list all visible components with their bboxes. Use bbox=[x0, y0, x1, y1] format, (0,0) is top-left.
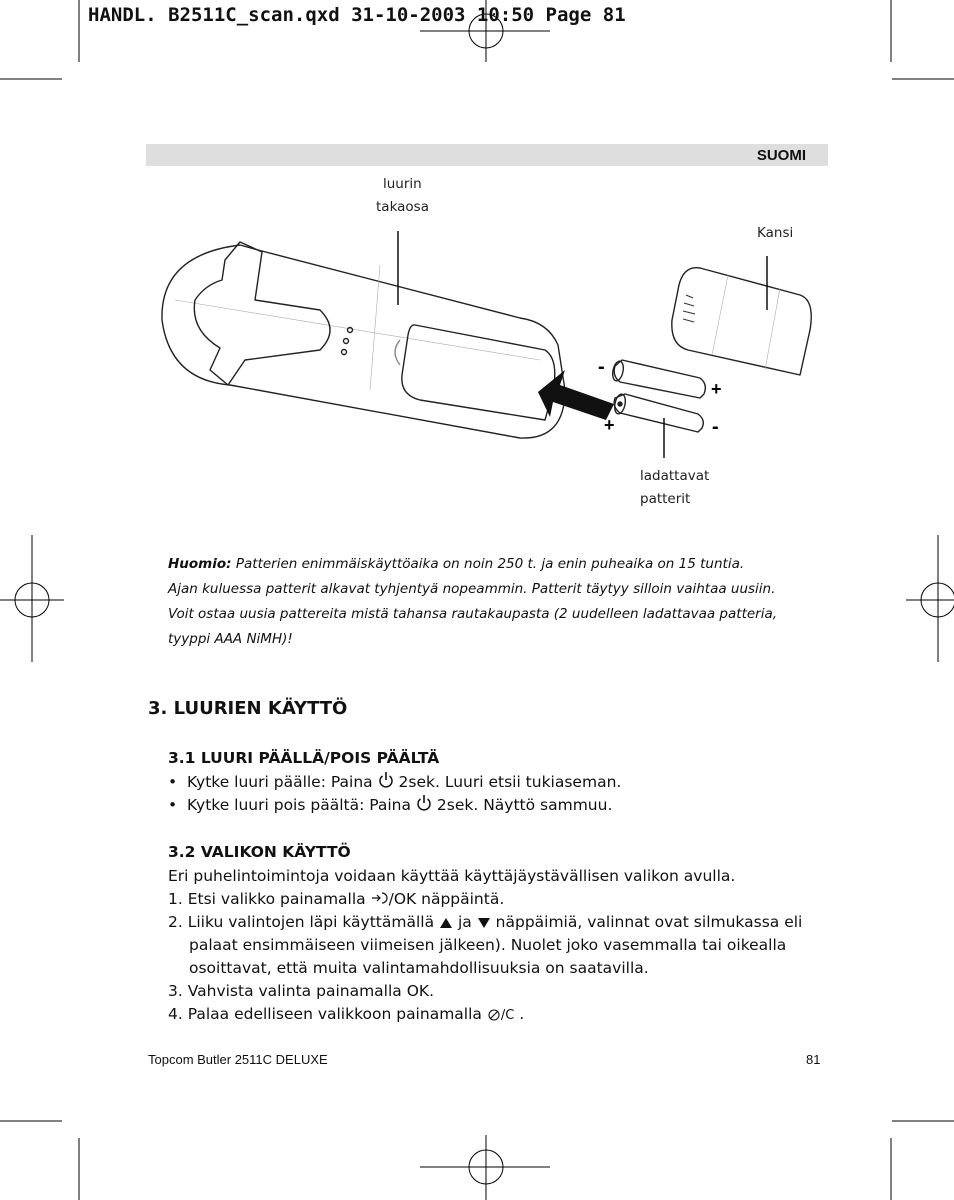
battery-2 bbox=[614, 394, 703, 432]
menu-step-1: 1. Etsi valikko painamalla /OK näppäintä. bbox=[168, 890, 505, 908]
bullet-power-on: • Kytke luuri päälle: Paina 2sek. Luuri etsii tukiaseman. bbox=[168, 773, 622, 791]
handset-battery-illustration bbox=[0, 0, 954, 560]
power-icon bbox=[378, 771, 394, 789]
menu-step-2-line2: palaat ensimmäiseen viimeisen jälkeen). Nuolet joko vasemmalla tai oikealla bbox=[189, 936, 787, 954]
footer-product: Topcom Butler 2511C DELUXE bbox=[148, 1052, 328, 1067]
power-icon bbox=[416, 794, 432, 812]
sign-plus-1: + bbox=[711, 379, 722, 399]
menu-ok-icon bbox=[371, 890, 389, 906]
battery-1 bbox=[614, 360, 705, 398]
sign-minus-2: - bbox=[712, 416, 719, 438]
language-label: SUOMI bbox=[756, 147, 806, 164]
footer-page-number: 81 bbox=[806, 1052, 821, 1067]
note-line-2: Ajan kuluessa patterit alkavat tyhjentyä nopeammin. Patterit täytyy silloin vaihtaa uusiin. bbox=[168, 581, 776, 597]
menu-step-3: 3. Vahvista valinta painamalla OK. bbox=[168, 982, 434, 1000]
label-cover: Kansi bbox=[757, 225, 794, 241]
section-3-2-title: 3.2 VALIKON KÄYTTÖ bbox=[168, 843, 351, 861]
arrow-up-icon bbox=[439, 917, 453, 929]
sign-plus-2: + bbox=[604, 415, 615, 435]
label-batteries-line1: ladattavat bbox=[640, 468, 710, 484]
menu-intro: Eri puhelintoimintoja voidaan käyttää käyttäjäystävällisen valikon avulla. bbox=[168, 867, 736, 885]
arrow-down-icon bbox=[477, 917, 491, 929]
section-3-title: 3. LUURIEN KÄYTTÖ bbox=[148, 698, 348, 719]
battery-compartment bbox=[402, 325, 555, 420]
section-3-1-title: 3.1 LUURI PÄÄLLÄ/POIS PÄÄLTÄ bbox=[168, 749, 440, 767]
menu-step-2: 2. Liiku valintojen läpi käyttämällä ja näppäimiä, valinnat ovat silmukassa eli bbox=[168, 913, 803, 931]
note-line-4: tyyppi AAA NiMH)! bbox=[168, 631, 293, 647]
bullet-power-off: • Kytke luuri pois päältä: Paina 2sek. Näyttö sammuu. bbox=[168, 796, 613, 814]
note-block bbox=[168, 552, 808, 652]
label-back-line2: takaosa bbox=[376, 199, 429, 215]
print-slug: HANDL. B2511C_scan.qxd 31-10-2003 10:50 Page 81 bbox=[88, 4, 626, 26]
back-clear-icon bbox=[487, 1008, 501, 1021]
label-back-line1: luurin bbox=[383, 176, 422, 192]
note-line-3: Voit ostaa uusia pattereita mistä tahansa rautakaupasta (2 uudelleen ladattavaa patteria, bbox=[168, 606, 778, 622]
sign-minus-1: - bbox=[598, 356, 605, 378]
label-batteries-line2: patterit bbox=[640, 491, 691, 507]
note-label: Huomio: bbox=[168, 556, 232, 572]
menu-step-2-line3: osoittavat, että muita valintamahdollisuuksia on saatavilla. bbox=[189, 959, 649, 977]
menu-step-4: 4. Palaa edelliseen valikkoon painamalla /C . bbox=[168, 1005, 525, 1023]
note-line-1: Patterien enimmäiskäyttöaika on noin 250 t. ja enin puheaika on 15 tuntia. bbox=[235, 556, 745, 572]
